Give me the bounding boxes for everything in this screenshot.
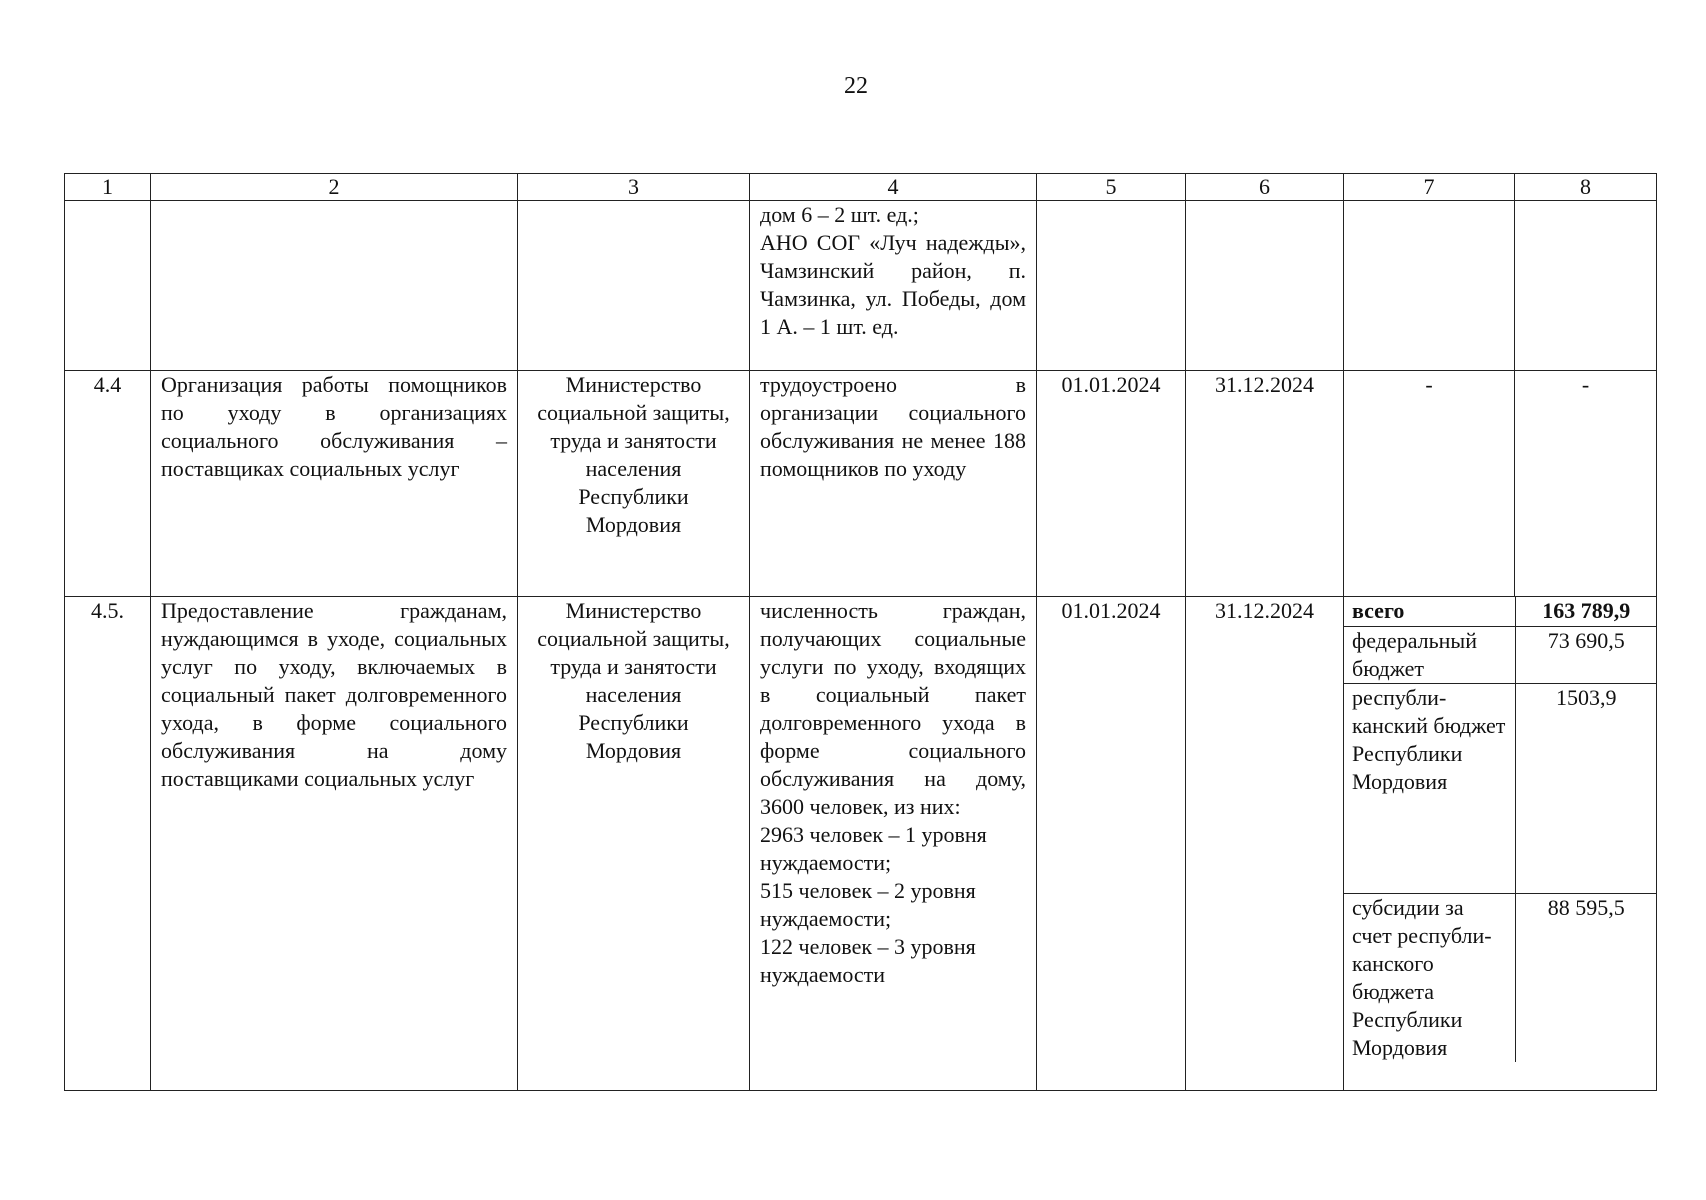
row-4-5-result-item: 122 человек – 3 уровня нуждаемости: [760, 934, 976, 987]
continuation-result-cell: [750, 201, 1037, 371]
row-4-4-name: Организация работы помощников по уходу в организациях социального обслуживания – поставщиках социальных услуг: [151, 371, 518, 597]
row-4-5-result: [750, 597, 1037, 1091]
header-cell-2: 2: [151, 174, 518, 201]
financing-row-total: [1344, 597, 1657, 626]
financing-row-federal: [1344, 626, 1657, 683]
financing-amount: 1503,9: [1515, 683, 1657, 893]
header-cell-6: 6: [1186, 174, 1344, 201]
row-4-5-result-item: 2963 человек – 1 уровня нуждаемости;: [760, 822, 987, 875]
row-4-4-start: 01.01.2024: [1037, 371, 1186, 597]
page-number: 22: [844, 73, 868, 99]
row-4-5-name: Предоставление гражданам, нуждающимся в уходе, социальных услуг по уходу, включаемых в социальный пакет долговременного ухода, в форме социального обслуживания на дому поставщиками социальных услуг: [151, 597, 518, 1091]
financing-amount: 73 690,5: [1515, 626, 1657, 683]
continuation-executor-cell: [518, 201, 750, 371]
row-4-4-num: 4.4: [65, 371, 151, 597]
continuation-row: [65, 201, 1657, 371]
financing-source: всего: [1344, 597, 1515, 626]
continuation-result-line: дом 6 – 2 шт. ед.;: [760, 202, 919, 227]
continuation-result-line: АНО СОГ «Луч надежды», Чамзинский район, п. Чамзинка, ул. Победы, дом 1 А. – 1 шт. ед.: [760, 230, 1026, 339]
row-4-4-executor: Министерство социальной защиты, труда и занятости населения Республики Мордовия: [518, 371, 750, 597]
continuation-source-cell: [1344, 201, 1515, 371]
continuation-start-cell: [1037, 201, 1186, 371]
row-4-5-executor: Министерство социальной защиты, труда и занятости населения Республики Мордовия: [518, 597, 750, 1091]
continuation-end-cell: [1186, 201, 1344, 371]
header-cell-8: 8: [1515, 174, 1657, 201]
financing-row-subsidies: [1344, 893, 1657, 1062]
row-4-5: [65, 597, 1657, 1091]
header-cell-3: 3: [518, 174, 750, 201]
row-4-4-source: -: [1344, 371, 1515, 597]
header-cell-5: 5: [1037, 174, 1186, 201]
row-4-5-end: 31.12.2024: [1186, 597, 1344, 1091]
row-4-5-num: 4.5.: [65, 597, 151, 1091]
row-4-5-financing: [1344, 597, 1657, 1091]
financing-amount: 163 789,9: [1542, 598, 1631, 623]
row-4-4-result: трудоустроено в организации социального обслуживания не менее 188 помощников по уходу: [750, 371, 1037, 597]
row-4-4-amount: -: [1515, 371, 1657, 597]
row-4-4-end: 31.12.2024: [1186, 371, 1344, 597]
financing-source: федеральный бюджет: [1344, 626, 1515, 683]
financing-table: [1344, 597, 1657, 1062]
header-cell-1: 1: [65, 174, 151, 201]
header-row: [65, 174, 1657, 201]
header-cell-4: 4: [750, 174, 1037, 201]
header-cell-7: 7: [1344, 174, 1515, 201]
row-4-5-result-intro: численность граждан, получающих социальные услуги по уходу, входящих в социальный пакет долговременного ухода в форме социального обслуживания на дому, 3600 человек, из них:: [760, 598, 1026, 819]
financing-amount: 88 595,5: [1515, 893, 1657, 1062]
row-4-5-result-item: 515 человек – 2 уровня нуждаемости;: [760, 878, 976, 931]
financing-source: субсидии за счет республи-канского бюджета Республики Мордовия: [1344, 893, 1515, 1062]
row-4-5-start: 01.01.2024: [1037, 597, 1186, 1091]
continuation-amount-cell: [1515, 201, 1657, 371]
row-4-4: [65, 371, 1657, 597]
financing-row-republic: [1344, 683, 1657, 893]
continuation-name-cell: [151, 201, 518, 371]
continuation-num-cell: [65, 201, 151, 371]
plan-table: [64, 173, 1657, 1091]
financing-source: республи-канский бюджет Республики Мордовия: [1344, 683, 1515, 893]
